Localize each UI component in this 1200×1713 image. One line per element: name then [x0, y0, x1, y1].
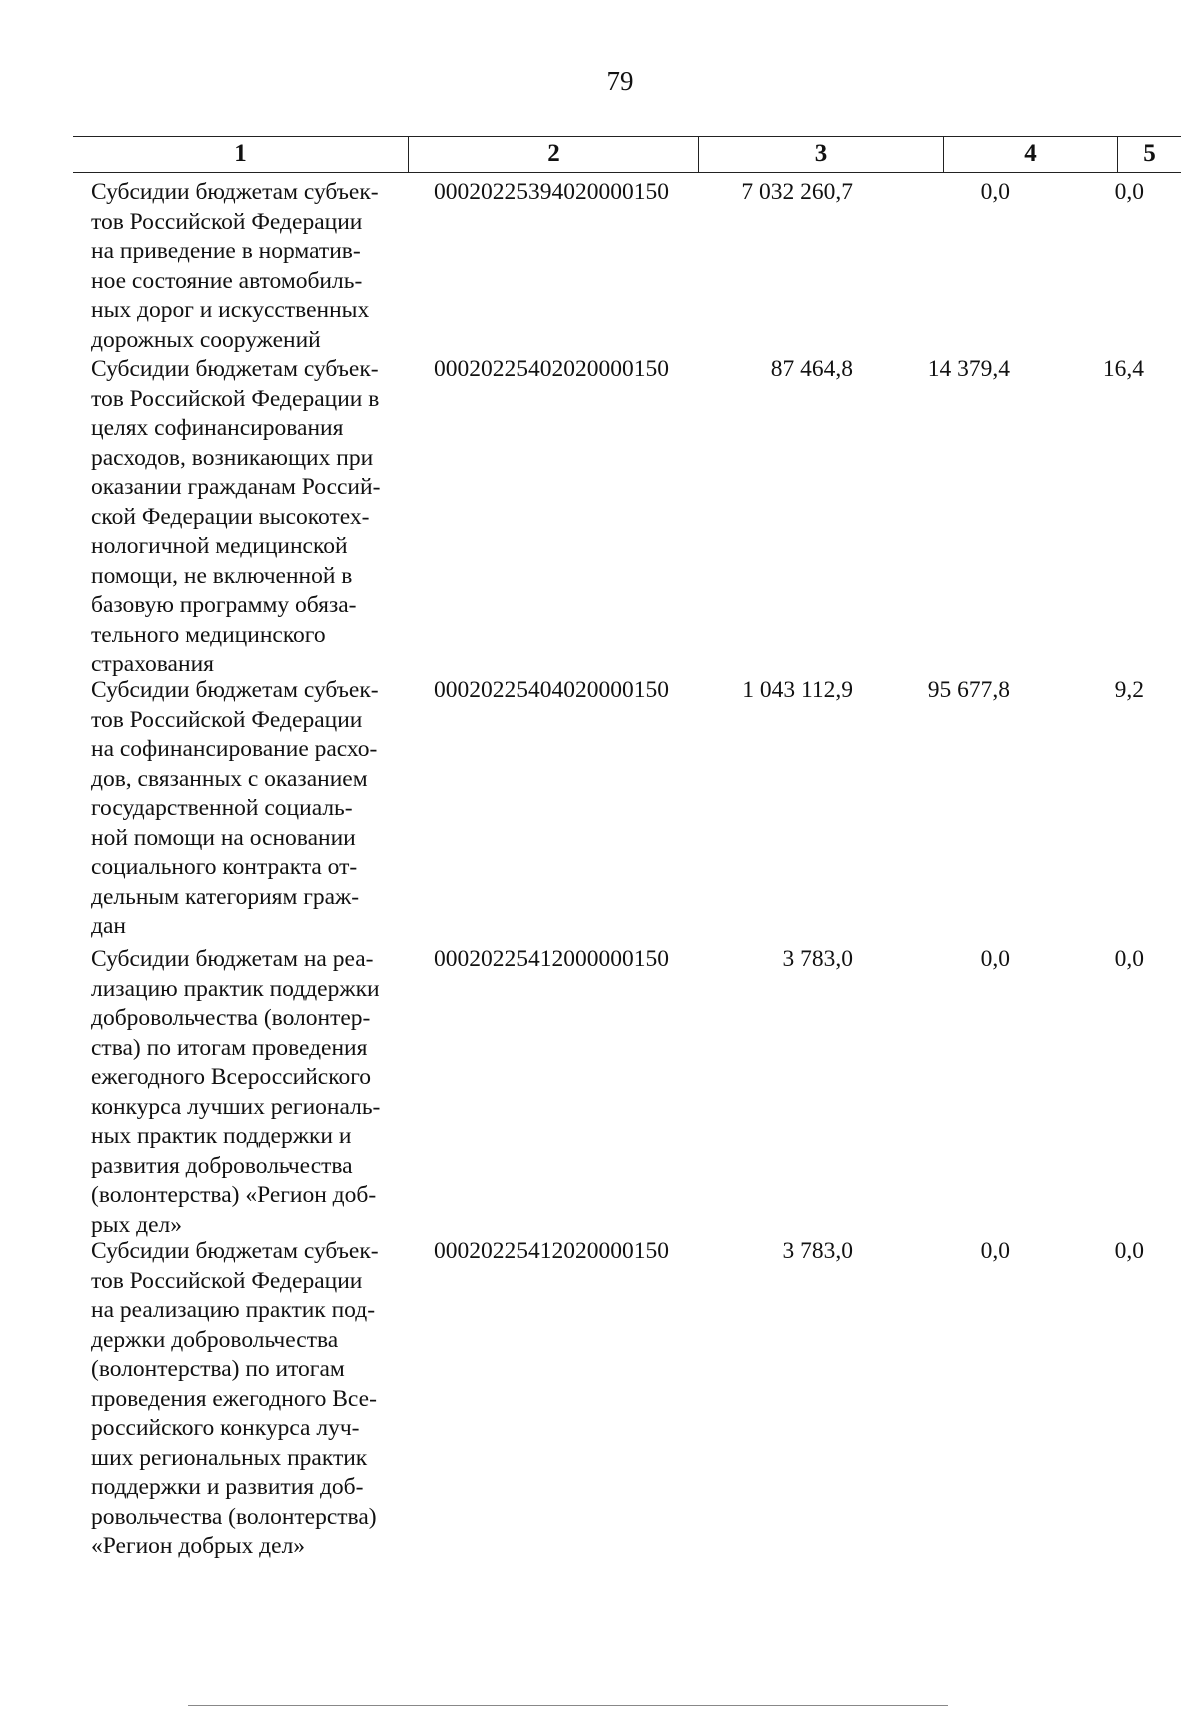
row-code: 00020225404020000150 — [434, 677, 669, 703]
header-cell-5: 5 — [1117, 137, 1181, 172]
footer-line — [188, 1705, 948, 1706]
row-value-4: 0,0 — [980, 946, 1010, 972]
row-value-3: 3 783,0 — [782, 1238, 853, 1264]
row-description: Субсидии бюджетам на реа- лизацию практик поддержки добровольчества (волонтер- ства) по итогам проведения ежегодного Всероссийского конкурса лучших региональ- ных практик поддержки и развития добровольчества (волонтерства) «Регион доб- рых дел» — [91, 946, 381, 1238]
row-value-4: 0,0 — [980, 1238, 1010, 1264]
row-code: 00020225394020000150 — [434, 179, 669, 205]
row-value-3: 3 783,0 — [782, 946, 853, 972]
row-value-5: 0,0 — [1114, 946, 1144, 972]
row-value-3: 1 043 112,9 — [742, 677, 853, 703]
row-value-5: 0,0 — [1114, 179, 1144, 205]
row-code: 00020225412000000150 — [434, 946, 669, 972]
row-description: Субсидии бюджетам субъек- тов Российской Федерации на приведение в норматив- ное состояние автомобиль- ных дорог и искусственных дорожных сооружений — [91, 179, 379, 353]
row-value-4: 0,0 — [980, 179, 1010, 205]
header-cell-1: 1 — [234, 140, 247, 167]
row-value-5: 16,4 — [1102, 356, 1144, 382]
row-value-5: 0,0 — [1114, 1238, 1144, 1264]
row-value-4: 95 677,8 — [927, 677, 1010, 703]
header-cell-3: 3 — [698, 137, 943, 172]
row-code: 00020225402020000150 — [434, 356, 669, 382]
row-value-5: 9,2 — [1114, 677, 1144, 703]
row-description: Субсидии бюджетам субъек- тов Российской Федерации на софинансирование расхо- дов, связанных с оказанием государственной социаль- ной помощи на основании социального контракта от- дельным категориям граж- дан — [91, 677, 379, 939]
row-value-3: 87 464,8 — [770, 356, 853, 382]
row-description: Субсидии бюджетам субъек- тов Российской Федерации в целях софинансирования расходов, возникающих при оказании гражданам Россий- ской Федерации высокотех- нологичной медицинской помощи, не включенной в базовую программу обяза- тельного медицинского страхования — [91, 356, 381, 677]
header-cell-2: 2 — [408, 137, 698, 172]
header-cell-4: 4 — [943, 137, 1117, 172]
row-value-4: 14 379,4 — [927, 356, 1010, 382]
row-value-3: 7 032 260,7 — [741, 179, 853, 205]
table-header — [73, 136, 1181, 173]
row-code: 00020225412020000150 — [434, 1238, 669, 1264]
row-description: Субсидии бюджетам субъек- тов Российской Федерации на реализацию практик под- держки добровольчества (волонтерства) по итогам проведения ежегодного Все- российского конкурса луч- ших региональных практик поддержки и развития доб- ровольчества (волонтерства) «Регион добрых дел» — [91, 1238, 379, 1559]
page-number: 79 — [606, 66, 634, 96]
